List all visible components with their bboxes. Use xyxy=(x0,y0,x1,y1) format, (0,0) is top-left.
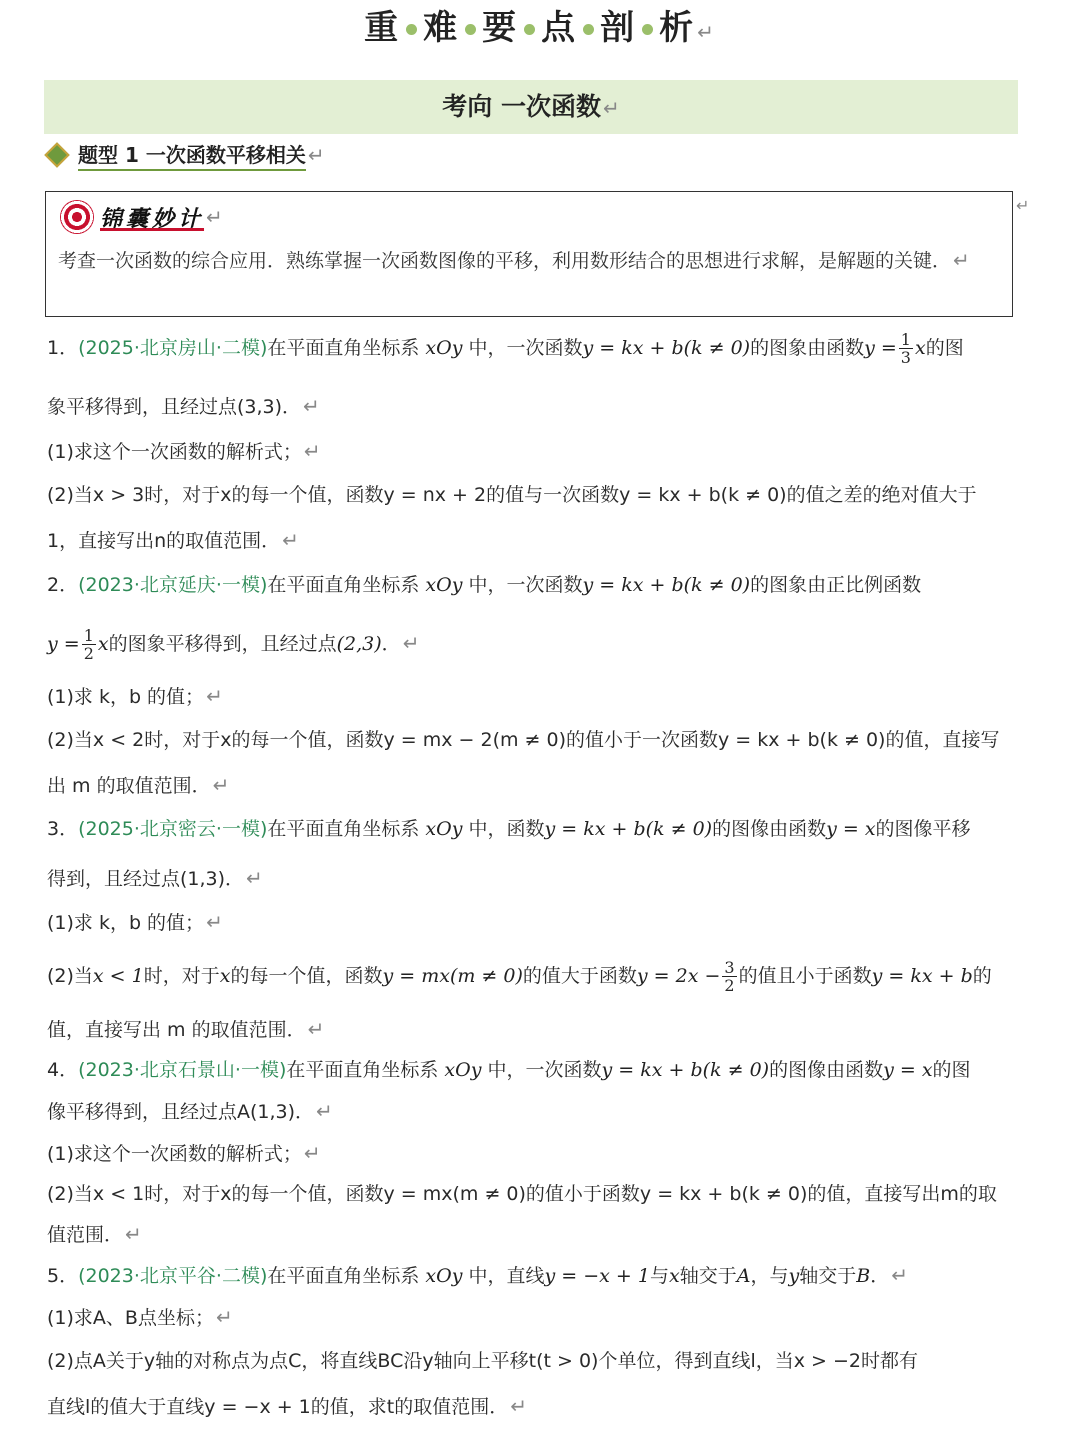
text: 的图像由函数 xyxy=(769,1059,884,1081)
diamond-icon xyxy=(44,142,69,167)
tip-title: 锦囊妙计 xyxy=(100,205,205,232)
problem-2-line-4 xyxy=(47,722,1015,758)
paragraph-mark: ↵ xyxy=(206,910,223,934)
math: A xyxy=(736,1265,751,1287)
text: (1)求 k，b 的值； xyxy=(47,686,205,708)
text: (2)当x < 2时，对于x的每一个值，函数y = mx − 2(m ≠ 0)的值小于一次函数y = kx + b(k ≠ 0)的值，直接写 xyxy=(47,729,1000,751)
problem-4-line-2 xyxy=(47,1093,1015,1130)
text: 的值且小于函数 xyxy=(738,965,872,987)
problem-source: (2025·北京房山·二模) xyxy=(78,337,268,359)
text: (2)当x < 1时，对于x的每一个值，函数y = mx(m ≠ 0)的值小于函数y = kx + b(k ≠ 0)的值，直接写出m的取 xyxy=(47,1183,997,1205)
math: x xyxy=(914,337,926,359)
paragraph-mark: ↵ xyxy=(303,394,320,418)
fraction-denominator: 2 xyxy=(724,976,735,995)
text: (2)点A关于y轴的对称点为点C，将直线BC沿y轴向上平移t(t > 0)个单位，得到直线l，当x > −2时都有 xyxy=(47,1350,918,1372)
text: (1)求这个一次函数的解析式； xyxy=(47,1143,302,1165)
paragraph-mark: ↵ xyxy=(215,1305,233,1329)
text: 的值大于函数 xyxy=(522,965,637,987)
math: B xyxy=(856,1265,871,1287)
text: 中，直线 xyxy=(468,1265,545,1287)
text: 的图象平移得到，且经过点 xyxy=(108,633,337,655)
paragraph-mark: ↵ xyxy=(307,1017,325,1041)
text: 的图像由函数 xyxy=(712,818,827,840)
text: ． xyxy=(381,633,401,655)
problem-4-line-4 xyxy=(47,1176,1015,1212)
text: 值，直接写出 m 的取值范围． xyxy=(47,1019,306,1041)
problem-3-line-1 xyxy=(47,811,1015,847)
math: y = xyxy=(47,633,80,655)
title-dot xyxy=(583,24,594,35)
math: y = kx + b xyxy=(871,965,973,987)
problem-number: 1． xyxy=(47,337,79,359)
math: y = kx + b(k ≠ 0) xyxy=(582,574,751,596)
tip-text xyxy=(58,246,1000,276)
problem-1-line-5 xyxy=(47,522,1015,559)
text: 在平面直角坐标系 xyxy=(267,818,420,840)
title-dot xyxy=(524,24,535,35)
math: y = mx(m ≠ 0) xyxy=(382,965,523,987)
text: 的每一个值，函数 xyxy=(230,965,383,987)
problem-number: 4． xyxy=(47,1059,79,1081)
math: xOy xyxy=(425,337,463,359)
text: 在平面直角坐标系 xyxy=(267,337,420,359)
text: 得到，且经过点(1,3)． xyxy=(47,868,245,890)
math: xOy xyxy=(425,574,463,596)
problem-4-line-3 xyxy=(47,1135,1015,1172)
problem-4-line-1 xyxy=(47,1052,1015,1088)
paragraph-mark: ↵ xyxy=(316,1099,333,1123)
text: 时，对于 xyxy=(143,965,220,987)
text: (2)当 xyxy=(47,965,93,987)
paragraph-mark: ↵ xyxy=(953,248,970,272)
fraction xyxy=(899,331,913,366)
math: x xyxy=(669,1265,680,1287)
problem-5-line-1 xyxy=(47,1257,1015,1294)
text: 中，一次函数 xyxy=(487,1059,602,1081)
problem-source: (2023·北京延庆·一模) xyxy=(78,574,268,596)
problem-1-line-1 xyxy=(47,322,1015,374)
problem-1-line-4 xyxy=(47,477,1015,513)
problem-3-line-4 xyxy=(47,950,1015,1002)
paragraph-mark: ↵ xyxy=(697,20,716,44)
title-char: 难 xyxy=(423,8,460,48)
text: ，与 xyxy=(750,1265,789,1287)
problem-3-line-5 xyxy=(47,1011,1015,1048)
tip-text-content: 考查一次函数的综合应用．熟练掌握一次函数图像的平移，利用数形结合的思想进行求解，是解题的关键． xyxy=(58,250,952,272)
paragraph-mark: ↵ xyxy=(212,773,230,797)
section-label: 题型 1 一次函数平移相关 xyxy=(78,139,306,171)
math: xOy xyxy=(425,1265,463,1287)
text: (1)求这个一次函数的解析式； xyxy=(47,441,302,463)
paragraph-mark: ↵ xyxy=(246,866,263,890)
text: 中，一次函数 xyxy=(468,574,583,596)
problem-number: 3． xyxy=(47,818,79,840)
paragraph-mark: ↵ xyxy=(206,684,223,708)
paragraph-mark: ↵ xyxy=(510,1394,527,1418)
problem-5-line-3 xyxy=(47,1343,1015,1379)
page-title xyxy=(0,4,1080,56)
text: 的图 xyxy=(932,1059,971,1081)
text: 在平面直角坐标系 xyxy=(267,574,420,596)
math: y = x xyxy=(883,1059,933,1081)
section-heading xyxy=(48,138,325,172)
problem-source: (2023·北京石景山·一模) xyxy=(78,1059,287,1081)
fraction-numerator: 1 xyxy=(83,626,94,645)
text: 在平面直角坐标系 xyxy=(267,1265,420,1287)
text: 的图像平移 xyxy=(875,818,971,840)
math: x xyxy=(219,965,231,987)
text: 中，函数 xyxy=(468,818,545,840)
problem-2-line-5 xyxy=(47,767,1015,804)
title-char: 点 xyxy=(541,8,578,48)
math: y = kx + b(k ≠ 0) xyxy=(601,1059,770,1081)
problem-5-line-2 xyxy=(47,1299,1015,1336)
fraction xyxy=(82,627,96,662)
text: 出 m 的取值范围． xyxy=(47,775,211,797)
problem-3-line-3 xyxy=(47,904,1015,941)
paragraph-mark: ↵ xyxy=(282,528,299,552)
text: (1)求 k，b 的值； xyxy=(47,912,205,934)
paragraph-mark: ↵ xyxy=(206,205,223,229)
text: 1，直接写出n的取值范围． xyxy=(47,530,281,552)
math: y = 2x − xyxy=(636,965,721,987)
problem-3-line-2 xyxy=(47,860,1015,897)
paragraph-mark: ↵ xyxy=(602,96,620,120)
math: xOy xyxy=(444,1059,482,1081)
problem-source: (2023·北京平谷·二模) xyxy=(78,1265,268,1287)
text: 的图象由正比例函数 xyxy=(750,574,922,596)
title-dot xyxy=(406,24,417,35)
title-char: 剖 xyxy=(600,8,637,48)
paragraph-mark: ↵ xyxy=(307,143,325,167)
banner-text: 考向 一次函数 xyxy=(442,92,601,121)
paragraph-mark: ↵ xyxy=(303,439,321,463)
title-char: 要 xyxy=(482,8,519,48)
text: 象平移得到，且经过点(3,3)． xyxy=(47,396,302,418)
title-dot xyxy=(642,24,653,35)
math: x < 1 xyxy=(92,965,144,987)
math: y = xyxy=(864,337,897,359)
text: (1)求A、B点坐标； xyxy=(47,1307,214,1329)
paragraph-mark: ↵ xyxy=(891,1263,908,1287)
problem-1-line-3 xyxy=(47,433,1015,470)
math: y xyxy=(788,1265,800,1287)
text: ． xyxy=(870,1265,890,1287)
math: y = x xyxy=(826,818,876,840)
paragraph-mark: ↵ xyxy=(125,1222,142,1246)
fraction xyxy=(722,959,736,994)
math: y = kx + b(k ≠ 0) xyxy=(582,337,751,359)
topic-banner xyxy=(44,80,1018,134)
title-dot xyxy=(465,24,476,35)
text: 在平面直角坐标系 xyxy=(286,1059,439,1081)
fraction-numerator: 3 xyxy=(724,958,735,977)
problem-4-line-5 xyxy=(47,1216,1015,1253)
paragraph-mark: ↵ xyxy=(1016,196,1030,215)
text: 值范围． xyxy=(47,1224,124,1246)
problem-2-line-3 xyxy=(47,678,1015,715)
paragraph-mark: ↵ xyxy=(402,631,420,655)
fraction-numerator: 1 xyxy=(900,330,911,349)
problem-2-line-2 xyxy=(47,617,1015,670)
math: (2,3) xyxy=(336,633,382,655)
math: y = −x + 1 xyxy=(544,1265,650,1287)
text: (2)当x > 3时，对于x的每一个值，函数y = nx + 2的值与一次函数y = kx + b(k ≠ 0)的值之差的绝对值大于 xyxy=(47,484,977,506)
text: 像平移得到，且经过点A(1,3)． xyxy=(47,1101,315,1123)
title-char: 重 xyxy=(364,8,401,48)
problem-number: 5． xyxy=(47,1265,79,1287)
text: 与 xyxy=(649,1265,669,1287)
math: x xyxy=(97,633,109,655)
tip-box xyxy=(45,191,1013,317)
problem-5-line-4 xyxy=(47,1388,1015,1425)
text: 的图象由函数 xyxy=(750,337,865,359)
paragraph-mark: ↵ xyxy=(303,1141,321,1165)
text: 的图 xyxy=(925,337,964,359)
problem-source: (2025·北京密云·一模) xyxy=(78,818,268,840)
fraction-denominator: 3 xyxy=(900,348,911,367)
text: 轴交于 xyxy=(799,1265,857,1287)
target-icon xyxy=(60,200,94,234)
text: 直线l的值大于直线y = −x + 1的值，求t的取值范围． xyxy=(47,1396,509,1418)
text: 轴交于 xyxy=(679,1265,737,1287)
text: 中，一次函数 xyxy=(468,337,583,359)
problem-2-line-1 xyxy=(47,567,1015,603)
problem-1-line-2 xyxy=(47,388,1015,425)
text: 的 xyxy=(972,965,992,987)
problem-number: 2． xyxy=(47,574,79,596)
title-char: 析 xyxy=(659,8,696,48)
math: y = kx + b(k ≠ 0) xyxy=(544,818,713,840)
fraction-denominator: 2 xyxy=(83,644,94,663)
math: xOy xyxy=(425,818,463,840)
tip-badge xyxy=(60,200,223,234)
